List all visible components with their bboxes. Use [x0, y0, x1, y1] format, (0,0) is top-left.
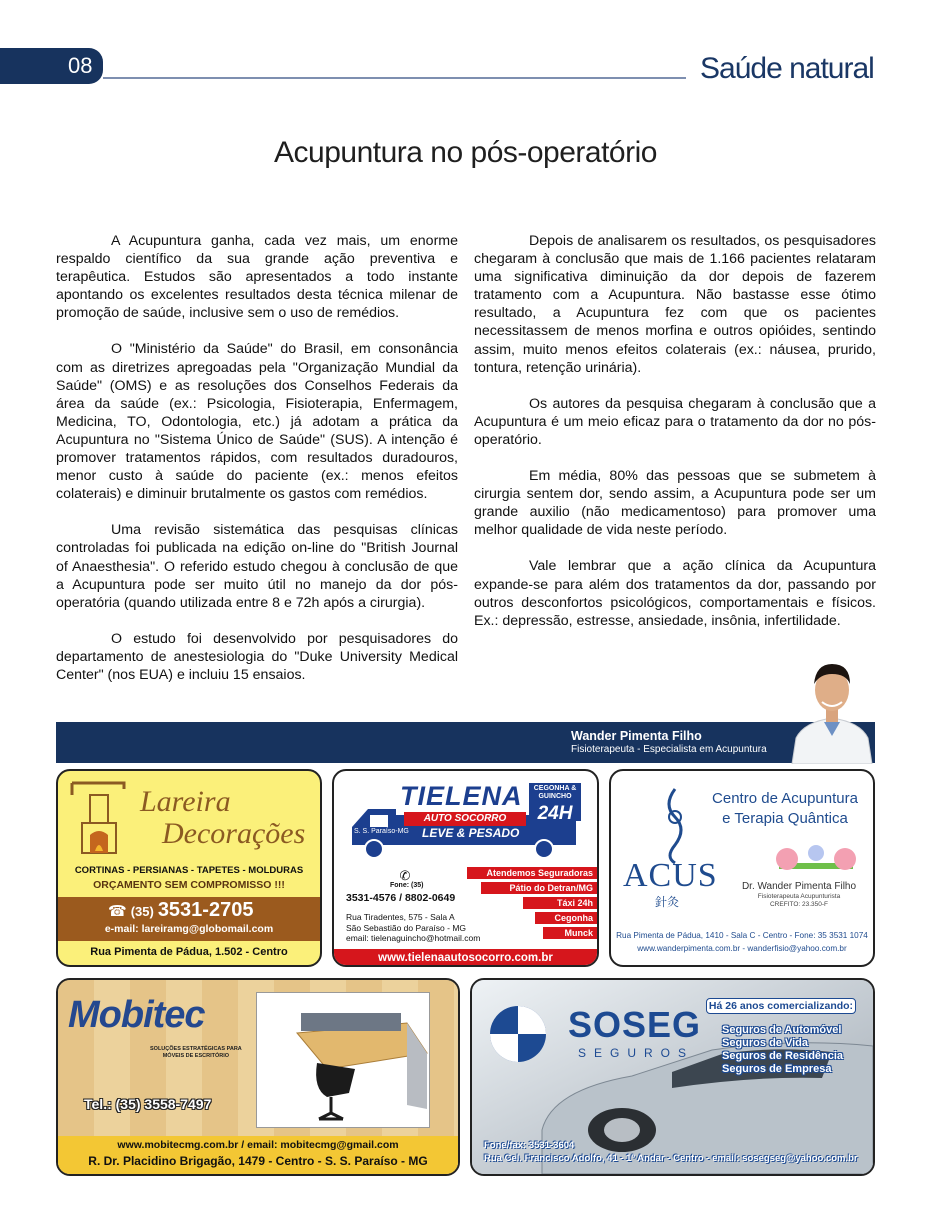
ad-soseg-seguros [470, 978, 875, 1176]
office-desk-icon [257, 993, 429, 1127]
ad-acus-centro-acupuntura [609, 769, 875, 967]
tielena-service-item: Pátio do Detran/MG [481, 882, 597, 894]
mobitec-tagline-line1: SOLUÇÕES ESTRATÉGICAS PARA [150, 1046, 242, 1052]
lareira-brand-line2: Decorações [162, 817, 306, 850]
paragraph: Vale lembrar que a ação clínica da Acupuntura expande-se para além dos tratamentos da dor, passando por outros desconfortos psicológicos, comportamentais e físicos. Ex.: depressão, estresse, ansiedade, insônia, infertilidade. [474, 558, 876, 629]
paragraph: Os autores da pesquisa chegaram à conclusão que a Acupuntura é um meio eficaz para o tratamento da dor no pós-operatório. [474, 395, 876, 448]
tielena-website: www.tielenaautosocorro.com.br [334, 949, 597, 967]
mobitec-tagline-line2: MÓVEIS DE ESCRITÓRIO [162, 1053, 230, 1059]
tielena-city-tag: S. S. Paraíso-MG [354, 828, 409, 835]
paragraph: A Acupuntura ganha, cada vez mais, um enorme respaldo científico da sua grande ação preventiva e terapêutica. Estudos são apresentados a todo instante apontando os excelentes resultados desta técnica milenar de promoção de saúde, inclusive sem o uso de remédios. [56, 233, 458, 322]
lareira-brand-line1: Lareira [140, 785, 231, 818]
tielena-address [346, 912, 480, 944]
author-role: Fisioterapeuta - Especialista em Acupuntura [571, 744, 767, 755]
tielena-fone-label: Fone: (35) [390, 882, 424, 889]
mobitec-brand: Mobitec [68, 994, 205, 1036]
lareira-phone-row [108, 899, 253, 922]
mobitec-web: www.mobitecmg.com.br / email: mobitecmg@gmail.com [117, 1139, 399, 1151]
acus-title-line2: e Terapia Quântica [722, 810, 848, 827]
soseg-sub: SEGUROS [578, 1046, 695, 1060]
soseg-product-list [722, 1024, 843, 1076]
fireplace-icon [68, 781, 128, 861]
office-desk-photo [256, 992, 430, 1128]
lareira-email: e-mail: lareiramg@globomail.com [104, 923, 274, 935]
acus-doctor-role: Fisioterapeuta Acupunturista [757, 893, 841, 900]
soseg-product-item: Seguros de Vida [722, 1037, 808, 1049]
tielena-brand: TIELENA [400, 781, 523, 811]
phone-icon: ✆ [399, 868, 411, 883]
tielena-service-list [467, 867, 597, 939]
tielena-service-item: Cegonha [535, 912, 597, 924]
acus-title [697, 789, 873, 829]
paragraph: O "Ministério da Saúde" do Brasil, em consonância com as diretrizes apregoadas pela "Organização Mundial da Saúde" (OMS) e as resoluções dos Conselhos Federais da área da saúde (ex.: Psicologia, Fisioterapia, Enfermagem, Medicina, TO, Odontologia, etc.) já adotam a prática da Acupuntura no "Sistema Único de Saúde" (SUS). A intenção é promover tratamentos rápidos, com resultados duradouros, menor custo à saúde do paciente (ex.: menos efeitos colaterais) e diminuir brutalmente os gastos com remédios. [56, 341, 458, 503]
paragraph: Em média, 80% das pessoas que se submetem à cirurgia sentem dor, sendo assim, a Acupuntura pode ser um grande auxilio (não medicamentoso) para promover uma melhor qualidade de vida neste período. [474, 468, 876, 539]
ad-tielena-auto-socorro [332, 769, 599, 967]
acus-logo: ACUS [623, 857, 718, 894]
phone-icon: ☎ [108, 903, 127, 920]
mobitec-phone: Tel.: (35) 3558-7497 [84, 1096, 212, 1112]
page-number-tab: 08 [0, 48, 103, 84]
author-photo [786, 652, 878, 764]
mobitec-address: R. Dr. Placidino Brigagão, 1479 - Centro - S. S. Paraíso - MG [88, 1154, 428, 1168]
soseg-product-item: Seguros de Residência [722, 1050, 844, 1062]
tielena-badge-24h: 24H [537, 803, 573, 824]
tielena-phones: 3531-4576 / 8802-0649 [346, 892, 456, 904]
mobitec-tagline [150, 1046, 242, 1060]
soseg-years: Há 26 anos comercializando: [706, 998, 856, 1014]
acus-address: Rua Pimenta de Pádua, 1410 - Sala C - Centro - Fone: 35 3531 1074 [616, 931, 868, 940]
soseg-product-item: Seguros de Empresa [722, 1063, 832, 1075]
lareira-ddd: (35) [130, 904, 154, 919]
paragraph: Uma revisão sistemática das pesquisas clínicas controladas foi publicada na edição on-line do "British Journal of Anaesthesia". O referido estudo chegou à conclusão de que a Acupuntura pode ser muito útil no manejo da dor pós-operatória (quando utilizada entre 8 e 72h após a cirurgia). [56, 522, 458, 611]
acus-logo-cjk: 針灸 [655, 895, 680, 909]
quantum-spheres-icon [771, 843, 861, 877]
tielena-service-item: Atendemos Seguradoras [467, 867, 597, 879]
soseg-phone: Fone/fax: 3531-3604 [484, 1140, 575, 1151]
tielena-address-line2: São Sebastião do Paraíso - MG [346, 922, 467, 933]
tielena-address-line1: Rua Tiradentes, 575 - Sala A [346, 912, 455, 922]
lareira-offer: ORÇAMENTO SEM COMPROMISSO !!! [93, 879, 285, 891]
ad-lareira-decoracoes [56, 769, 322, 967]
soseg-address: Rua Cel. Francisco Adolfo, 41 - 1º Andar - Centro - email: sosegseg@yahoo.com.br [484, 1153, 858, 1164]
acus-meridian-icon [639, 785, 709, 865]
article-column-left [56, 232, 458, 702]
article-title: Acupuntura no pós-operatório [274, 136, 657, 169]
paragraph: Depois de analisarem os resultados, os pesquisadores chegaram à conclusão que mais de 1.166 pacientes relataram uma significativa diminuição da dor depois de fazerem tratamento com a Acupuntura. Não bastasse esse ótimo resultado, a Acupuntura fez com que os pacientes necessitassem de menos morfina e outros opióides, sentindo assim, muito menos efeitos colaterais (ex.: náusea, prurido, tontura, retenção urinária). [474, 233, 876, 376]
tielena-service-item: Munck [543, 927, 597, 939]
acus-title-line1: Centro de Acupuntura [712, 790, 858, 807]
tielena-badge-top: CEGONHA & GUINCHO [533, 785, 577, 800]
acus-doctor-crefito: CREFITO: 23.350-F [769, 901, 829, 908]
author-banner [56, 722, 875, 763]
soseg-logo-icon [486, 1002, 550, 1066]
article-column-right [474, 232, 876, 648]
lareira-services: CORTINAS - PERSIANAS - TAPETES - MOLDURAS [74, 865, 304, 876]
acus-web: www.wanderpimenta.com.br - wanderfisio@yahoo.com.br [637, 944, 847, 953]
section-title: Saúde natural [700, 52, 874, 85]
acus-doctor: Dr. Wander Pimenta Filho [741, 881, 857, 892]
soseg-product-item: Seguros de Automóvel [722, 1024, 842, 1036]
author-name: Wander Pimenta Filho [571, 729, 702, 743]
tielena-tag: AUTO SOCORRO [404, 812, 526, 826]
ad-mobitec [56, 978, 460, 1176]
soseg-brand: SOSEG [568, 1004, 702, 1045]
tielena-email: email: tielenaguincho@hotmail.com [346, 933, 481, 943]
lareira-address: Rua Pimenta de Pádua, 1.502 - Centro [90, 946, 288, 958]
tielena-service-item: Táxi 24h [523, 897, 597, 909]
tielena-slogan: LEVE & PESADO [422, 826, 520, 840]
lareira-phone: 3531-2705 [157, 899, 254, 921]
header-rule [103, 77, 686, 79]
paragraph: O estudo foi desenvolvido por pesquisadores do departamento de anestesiologia do "Duke University Medical Center" (nos EUA) e incluiu 15 ensaios. [56, 630, 458, 683]
